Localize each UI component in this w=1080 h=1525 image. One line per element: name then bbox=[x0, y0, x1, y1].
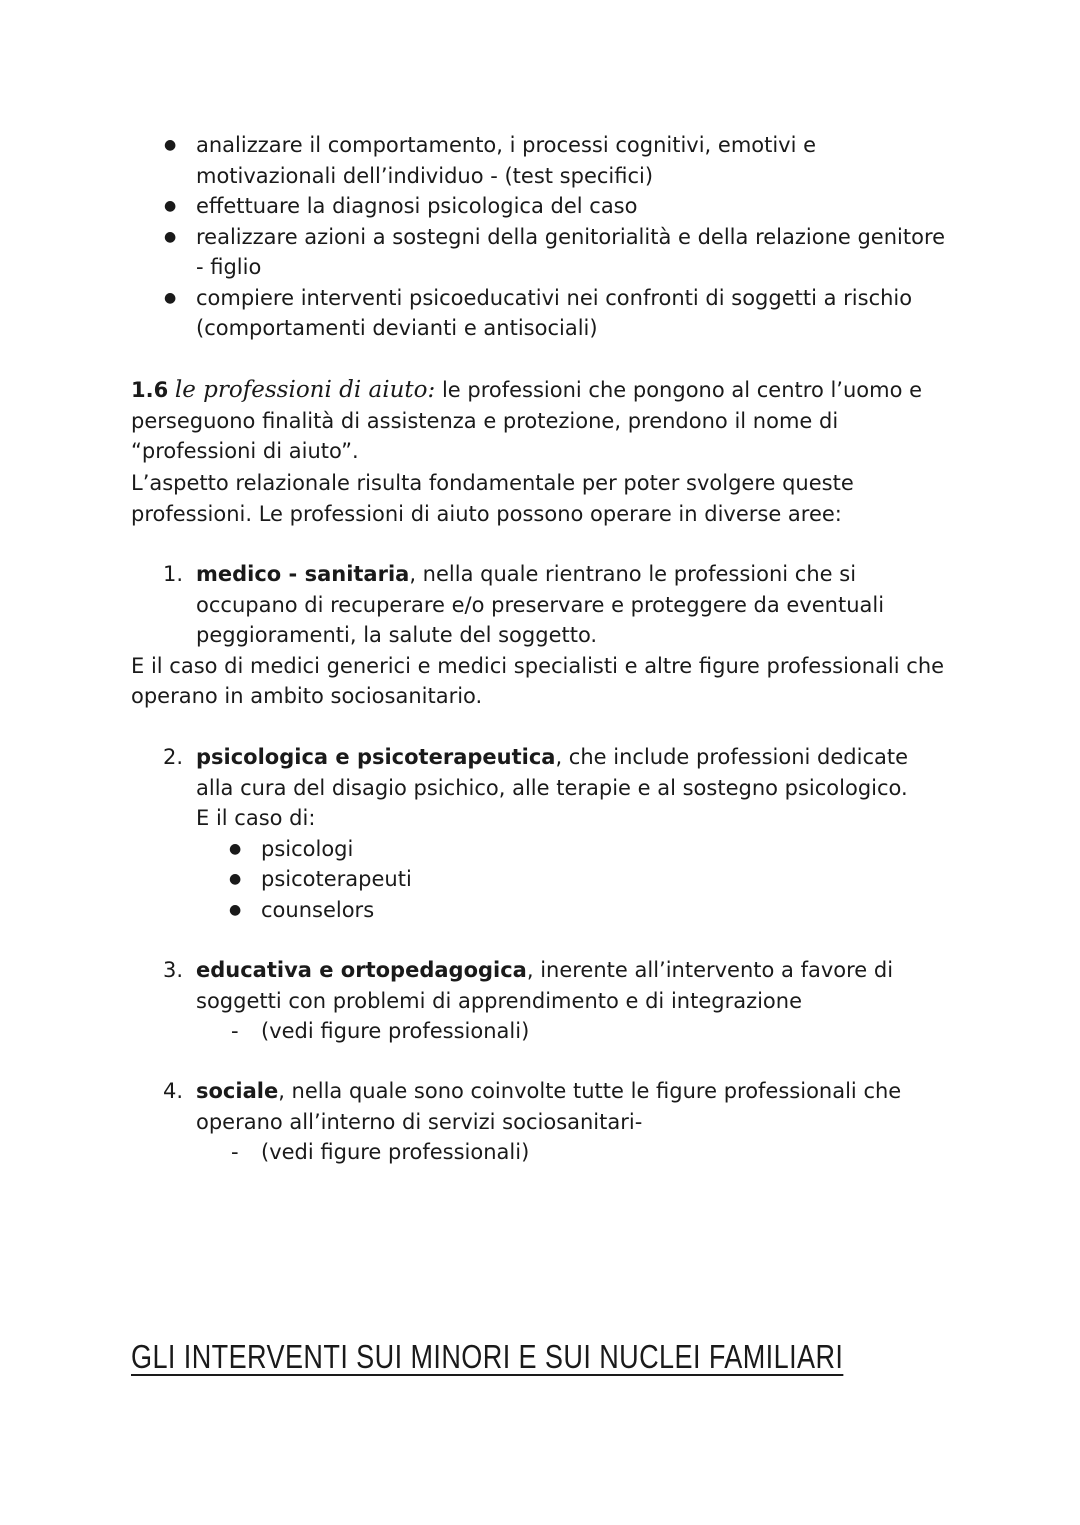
list-item: ● realizzare azioni a sostegni della genitorialità e della relazione genitore - figlio bbox=[131, 222, 951, 283]
item-number: 2. bbox=[163, 745, 184, 769]
top-bullet-list bbox=[131, 130, 951, 344]
area-text: , nella quale sono coinvolte tutte le figure professionali che operano all’interno di servizi sociosanitari- bbox=[196, 1079, 902, 1134]
list-item: ● effettuare la diagnosi psicologica del caso bbox=[131, 191, 951, 222]
section-intro bbox=[131, 375, 951, 467]
area-4 bbox=[131, 1076, 951, 1168]
section-heading: le professioni di aiuto: bbox=[174, 377, 436, 403]
area-title: educativa e ortopedagogica bbox=[196, 958, 527, 982]
list-item: ● psicologi bbox=[131, 834, 951, 865]
area-2 bbox=[131, 742, 951, 925]
list-item bbox=[131, 559, 951, 651]
area-3 bbox=[131, 955, 951, 1047]
list-item: - (vedi figure professionali) bbox=[131, 1137, 951, 1168]
item-number: 1. bbox=[163, 562, 184, 586]
area-1 bbox=[131, 559, 951, 712]
item-number: 3. bbox=[163, 958, 184, 982]
section-paragraph: L’aspetto relazionale risulta fondamentale per poter svolgere queste professioni. Le professioni di aiuto possono operare in diverse aree: bbox=[131, 471, 854, 526]
list-item bbox=[131, 955, 951, 1016]
area-title: medico - sanitaria bbox=[196, 562, 410, 586]
area-note: E il caso di medici generici e medici specialisti e altre figure professionali che operano in ambito sociosanitario. bbox=[131, 653, 945, 708]
area-text: , inerente all’intervento a favore di soggetti con problemi di apprendimento e di integrazione bbox=[196, 958, 894, 1013]
list-item: ● psicoterapeuti bbox=[131, 864, 951, 895]
sub-list bbox=[131, 834, 951, 926]
list-item: ● counselors bbox=[131, 895, 951, 926]
section-intro-text: le professioni che pongono al centro l’uomo e perseguono finalità di assistenza e protezione, prendono il nome di “professioni di aiuto”. bbox=[131, 378, 923, 463]
section-title: GLI INTERVENTI SUI MINORI E SUI NUCLEI FAMILIARI bbox=[131, 1338, 844, 1375]
area-title: sociale bbox=[196, 1079, 279, 1103]
item-number: 4. bbox=[163, 1079, 184, 1103]
area-note: E il caso di: bbox=[196, 806, 316, 830]
section-number: 1.6 bbox=[131, 378, 169, 402]
list-item bbox=[131, 742, 951, 803]
area-text: , nella quale rientrano le professioni che si occupano di recuperare e/o preservare e proteggere da eventuali peggioramenti, la salute del soggetto. bbox=[196, 562, 885, 647]
list-item: ● compiere interventi psicoeducativi nei confronti di soggetti a rischio (comportamenti devianti e antisociali) bbox=[131, 283, 951, 344]
area-title: psicologica e psicoterapeutica bbox=[196, 745, 556, 769]
list-item: ● analizzare il comportamento, i processi cognitivi, emotivi e motivazionali dell’individuo - (test specifici) bbox=[131, 130, 951, 191]
list-item bbox=[131, 1076, 951, 1137]
list-item: - (vedi figure professionali) bbox=[131, 1016, 951, 1047]
area-text: , che include professioni dedicate alla cura del disagio psichico, alle terapie e al sostegno psicologico. bbox=[196, 745, 909, 800]
